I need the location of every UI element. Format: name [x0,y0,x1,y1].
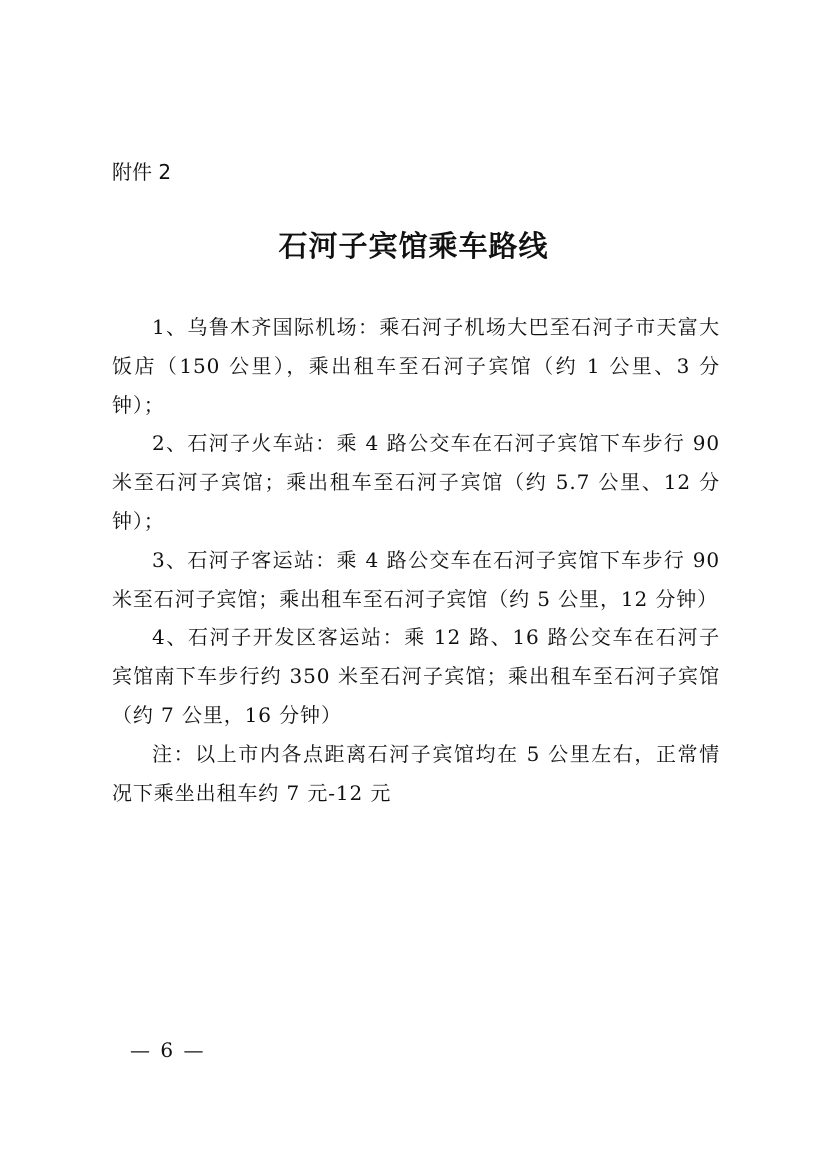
document-body [112,308,720,812]
route-paragraph-bus-station: 3、石河子客运站：乘 4 路公交车在石河子宾馆下车步行 90 米至石河子宾馆；乘出租车至石河子宾馆（约 5 公里，12 分钟） [112,547,720,611]
route-paragraph-train-station: 2、石河子火车站：乘 4 路公交车在石河子宾馆下车步行 90 米至石河子宾馆；乘出租车至石河子宾馆（约 5.7 公里、12 分钟）； [112,431,720,533]
route-paragraph-development-zone: 4、石河子开发区客运站：乘 12 路、16 路公交车在石河子宾馆南下车步行约 350 米至石河子宾馆；乘出租车至石河子宾馆（约 7 公里，16 分钟） [112,625,720,727]
attachment-label: 附件 2 [112,160,172,184]
note-paragraph: 注：以上市内各点距离石河子宾馆均在 5 公里左右，正常情况下乘坐出租车约 7 元-12 元 [112,741,720,805]
route-paragraph-airport: 1、乌鲁木齐国际机场：乘石河子机场大巴至石河子市天富大饭店（150 公里），乘出租车至石河子宾馆（约 1 公里、3 分钟）； [112,315,720,417]
document-title: 石河子宾馆乘车路线 [278,229,549,263]
page-number: — 6 — [130,1038,206,1062]
